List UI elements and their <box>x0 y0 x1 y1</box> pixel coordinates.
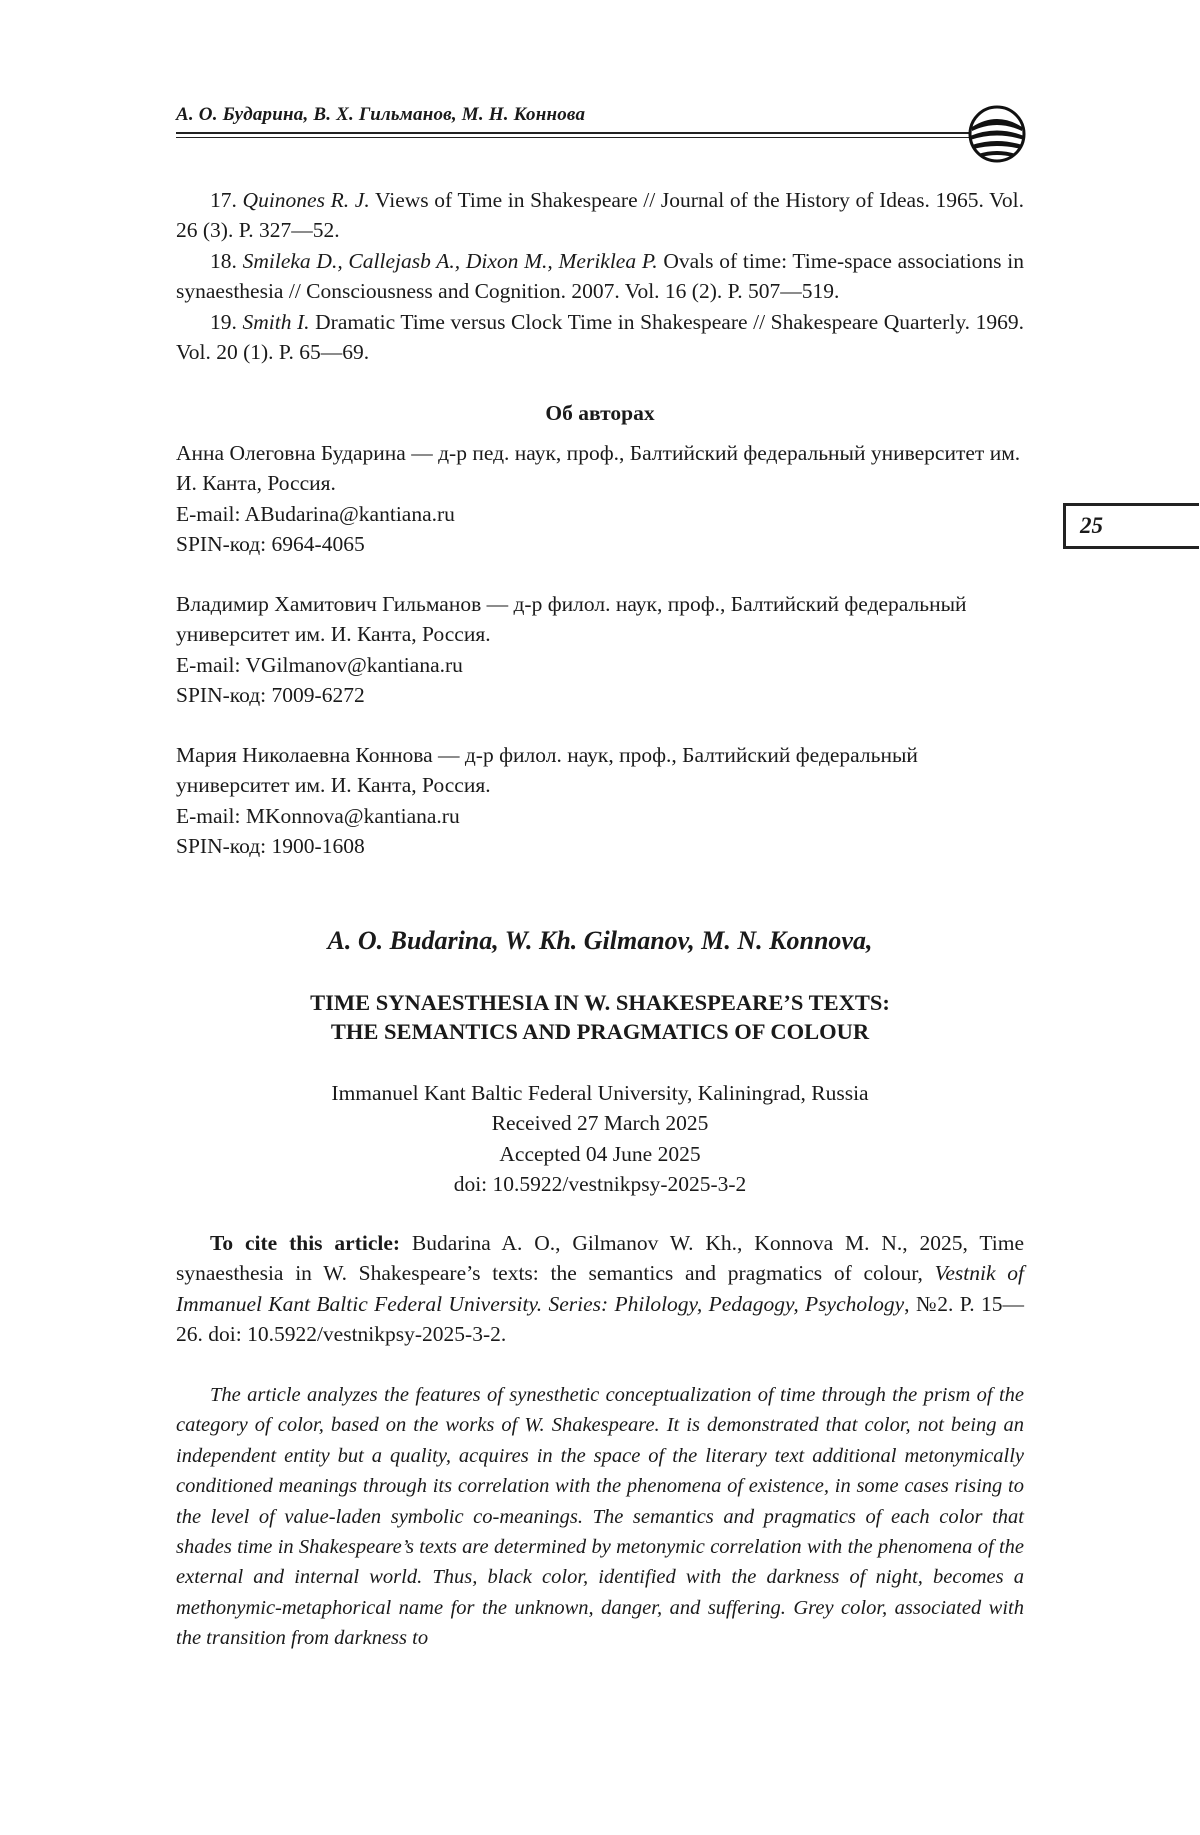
author-spin: SPIN-код: 7009-6272 <box>176 683 365 708</box>
author-spin: SPIN-код: 6964-4065 <box>176 532 365 557</box>
citation-label: To cite this article: <box>210 1231 401 1255</box>
received-date: Received 27 March 2025 <box>491 1111 709 1136</box>
reference-item: 19. Smith I. Dramatic Time versus Clock Time in Shakespeare // Shakespeare Quarterly. 1969. Vol. 20 (1). P. 65—69. <box>176 309 1025 365</box>
reference-item: 17. Quinones R. J. Views of Time in Shakespeare // Journal of the History of Ideas. 1965. Vol. 26 (3). P. 327—52. <box>176 188 1025 243</box>
accepted-date: Accepted 04 June 2025 <box>499 1141 701 1166</box>
author-email: E-mail: ABudarina@kantiana.ru <box>176 501 455 526</box>
journal-logo-icon <box>966 103 1028 165</box>
article-title-line: TIME SYNAESTHESIA IN W. SHAKESPEARE’S TEXTS: <box>310 990 890 1015</box>
doi: doi: 10.5922/vestnikpsy-2025-3-2 <box>453 1172 747 1197</box>
article-title <box>176 988 1024 1046</box>
author-email: E-mail: VGilmanov@kantiana.ru <box>176 652 463 677</box>
reference-item: 18. Smileka D., Callejasb A., Dixon M., Meriklea P. Ovals of time: Time-space associations in synaesthesia // Consciousness and Cognition. 2007. Vol. 16 (2). P. 507—519. <box>176 248 1025 304</box>
about-authors-heading: Об авторах <box>545 401 655 425</box>
running-header <box>176 104 1028 126</box>
author-bio: Анна Олеговна Бударина — д-р пед. наук, проф., Балтийский федеральный университет им. И. Канта, Россия. <box>176 441 1021 496</box>
author-block <box>176 438 1024 560</box>
author-email: E-mail: MKonnova@kantiana.ru <box>176 803 460 828</box>
header-rule-thin <box>176 137 976 138</box>
english-authors: A. O. Budarina, W. Kh. Gilmanov, M. N. Konnova, <box>327 926 873 955</box>
abstract: The article analyzes the features of synesthetic conceptualization of time through the prism of the category of color, based on the works of W. Shakespeare. It is demonstrated that color, not being an independent entity but a quality, acquires in the space of the literary text additional metonymically conditioned meanings through its correlation with the phenomena of existence, in some cases rising to the level of value-laden symbolic co-meanings. The semantics and pragmatics of each color that shades time in Shakespeare’s texts are determined by metonymic correlation with the phenomena of the external and internal world. Thus, black color, identified with the darkness of night, becomes a methonymic-metaphorical name for the unknown, danger, and suffering. Grey color, associated with the transition from darkness to <box>176 1384 1024 1650</box>
citation: To cite this article: Budarina A. O., Gilmanov W. Kh., Konnova M. N., 2025, Time synaesthesia in W. Shakespeare’s texts: the semantics and pragmatics of colour, Vestnik of Immanuel Kant Baltic Federal University. Series: Philology, Pedagogy, Psychology, №2. P. 15—26. doi: 10.5922/vestnikpsy-2025-3-2. <box>176 1231 1024 1347</box>
author-spin: SPIN-код: 1900-1608 <box>176 834 365 859</box>
header-authors: А. О. Бударина, В. Х. Гильманов, М. Н. Коннова <box>176 104 586 125</box>
author-bio: Мария Николаевна Коннова — д-р филол. наук, проф., Балтийский федеральный университет им. И. Канта, Россия. <box>176 743 918 798</box>
article-meta <box>176 1078 1024 1200</box>
article-title-line: THE SEMANTICS AND PRAGMATICS OF COLOUR <box>330 1019 870 1044</box>
affiliation: Immanuel Kant Baltic Federal University, Kaliningrad, Russia <box>331 1081 869 1105</box>
author-block <box>176 740 1024 862</box>
header-rule <box>176 132 976 134</box>
references-list <box>176 185 1024 367</box>
author-bio: Владимир Хамитович Гильманов — д-р филол. наук, проф., Балтийский федеральный университет им. И. Канта, Россия. <box>176 592 967 647</box>
page-number: 25 <box>1063 503 1199 549</box>
author-block <box>176 589 1024 711</box>
citation-journal: Vestnik of Immanuel Kant Baltic Federal University. Series: Philology, Pedagogy, Psychology <box>176 1261 1024 1316</box>
